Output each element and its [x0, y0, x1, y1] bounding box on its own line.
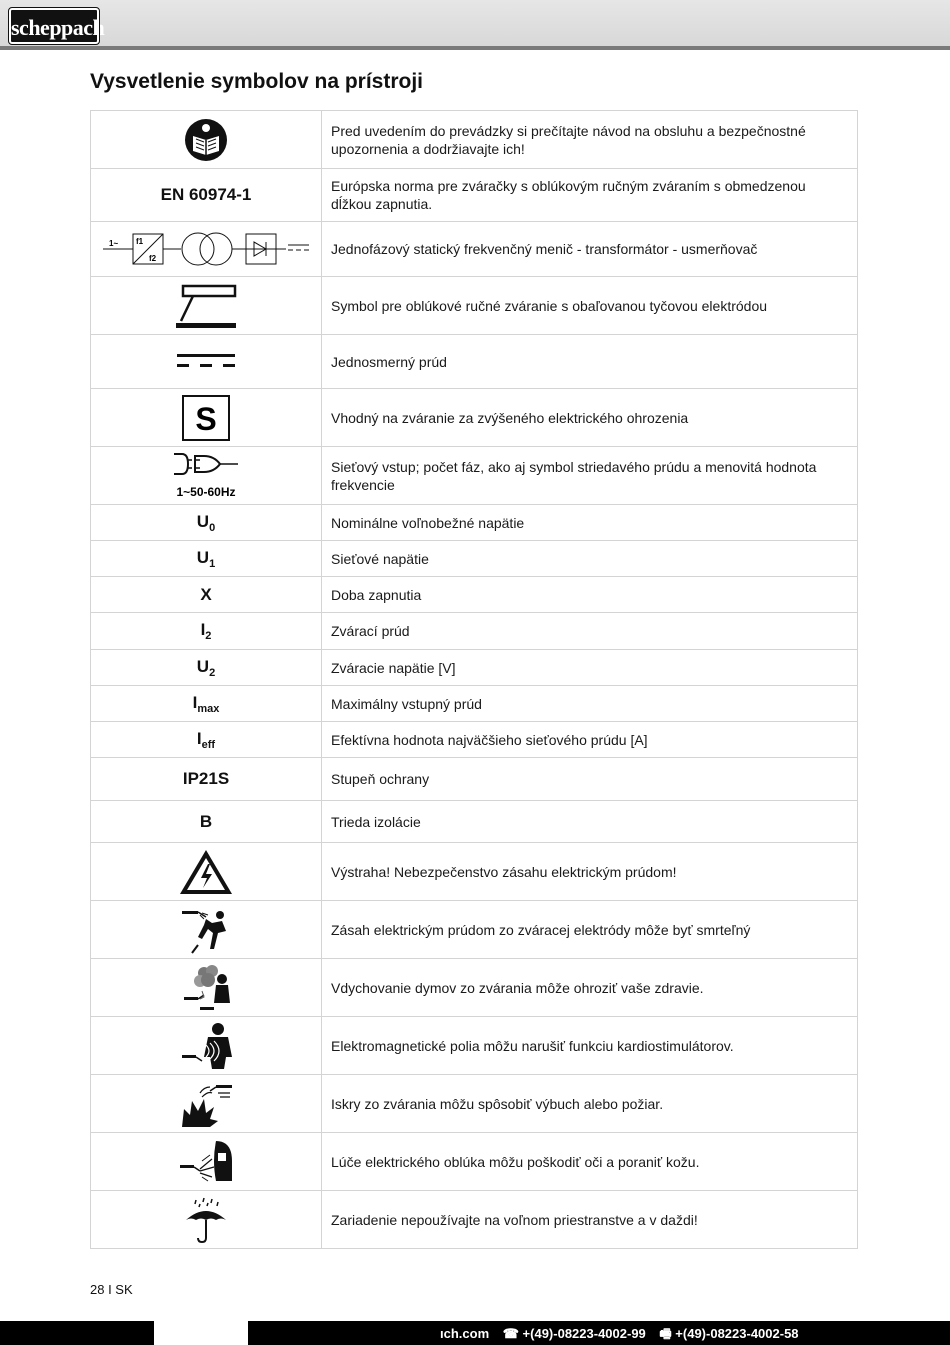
table-row	[91, 335, 858, 389]
table-row	[91, 901, 858, 959]
page-title: Vysvetlenie symbolov na prístroji	[90, 70, 424, 93]
table-row	[91, 801, 858, 843]
table-row	[91, 111, 858, 169]
symbol-label: $U_0$	[196, 511, 216, 534]
phase-label: 1~	[109, 239, 119, 248]
symbol-label: IP21S	[182, 769, 230, 788]
table-row	[91, 222, 858, 277]
description-cell: Iskry zo zvárania môžu spôsobiť výbuch alebo požiar.	[322, 1075, 858, 1133]
no-rain-umbrella-icon	[184, 1196, 228, 1244]
table-row	[91, 1017, 858, 1075]
svg-text:S: S	[195, 400, 217, 437]
table-row	[91, 577, 858, 613]
footer-web[interactable]: ıch.com	[440, 1326, 490, 1341]
mma-welding-icon	[174, 282, 238, 330]
standard-label: EN 60974-1	[160, 185, 252, 204]
description-cell: Vhodný na zváranie za zvýšeného elektrického ohrozenia	[322, 389, 858, 447]
footer-fax: 🖷 +(49)-08223-4002-58	[659, 1326, 799, 1341]
description-cell: Maximálny vstupný prúd	[322, 686, 858, 722]
brand-logo: scheppach	[9, 8, 99, 44]
description-cell: Vdychovanie dymov zo zvárania môže ohroziť vaše zdravie.	[322, 959, 858, 1017]
symbol-cell	[91, 843, 322, 901]
table-row	[91, 959, 858, 1017]
table-row	[91, 1133, 858, 1191]
description-cell: Stupeň ochrany	[322, 758, 858, 801]
symbol-cell	[91, 650, 322, 686]
description-cell: Zváracie napätie [V]	[322, 650, 858, 686]
symbol-cell	[91, 901, 322, 959]
symbol-cell	[91, 389, 322, 447]
table-row	[91, 447, 858, 505]
electrode-shock-icon	[178, 905, 234, 955]
arc-rays-icon	[176, 1137, 236, 1187]
symbol-cell	[91, 722, 322, 758]
symbol-cell	[91, 222, 322, 277]
footer-bar	[0, 1321, 950, 1345]
symbol-label: $I_{eff}$	[196, 728, 216, 751]
table-row	[91, 613, 858, 650]
symbol-label: $U_2$	[196, 656, 216, 679]
symbol-label: B	[199, 811, 213, 831]
description-cell: Efektívna hodnota najväčšieho sieťového prúdu [A]	[322, 722, 858, 758]
symbol-cell	[91, 577, 322, 613]
description-cell: Elektromagnetické polia môžu narušiť funkciu kardiostimulátorov.	[322, 1017, 858, 1075]
electromagnetic-field-icon	[178, 1021, 234, 1071]
table-row	[91, 169, 858, 222]
symbol-cell	[91, 1191, 322, 1249]
description-cell: Doba zapnutia	[322, 577, 858, 613]
symbol-label: X	[200, 584, 212, 604]
description-cell: Trieda izolácie	[322, 801, 858, 843]
table-row	[91, 541, 858, 577]
symbol-label: $I_{max}$	[192, 692, 220, 715]
svg-text:1~50-60Hz: 1~50-60Hz	[176, 484, 236, 499]
f1-label: f1	[136, 237, 144, 246]
table-row	[91, 722, 858, 758]
description-cell: Jednofázový statický frekvenčný menič - transformátor - usmerňovač	[322, 222, 858, 277]
table-row	[91, 505, 858, 541]
symbol-label: $I_2$	[200, 620, 212, 642]
description-cell: Jednosmerný prúd	[322, 335, 858, 389]
f2-label: f2	[149, 254, 157, 263]
description-cell: Symbol pre oblúkové ručné zváranie s obaľovanou tyčovou elektródou	[322, 277, 858, 335]
welding-fumes-icon	[178, 963, 234, 1013]
symbol-cell	[91, 959, 322, 1017]
description-cell: Výstraha! Nebezpečenstvo zásahu elektrickým prúdom!	[322, 843, 858, 901]
table-row	[91, 389, 858, 447]
description-cell: Európska norma pre zváračky s oblúkovým ručným zváraním s obmedzenou dĺžkou zapnutia.	[322, 169, 858, 222]
symbol-cell	[91, 335, 322, 389]
symbol-cell	[91, 1075, 322, 1133]
table-row	[91, 1075, 858, 1133]
header-bar	[0, 0, 950, 50]
symbol-cell	[91, 505, 322, 541]
symbol-cell	[91, 613, 322, 650]
symbol-cell	[91, 1017, 322, 1075]
page-number: 28 I SK	[90, 1282, 133, 1297]
mains-plug-icon	[168, 450, 244, 502]
symbol-cell	[91, 111, 322, 169]
description-cell: Zásah elektrickým prúdom zo zváracej elektródy môže byť smrteľný	[322, 901, 858, 959]
description-cell: Nominálne voľnobežné napätie	[322, 505, 858, 541]
table-row	[91, 277, 858, 335]
symbol-cell	[91, 169, 322, 222]
symbol-cell	[91, 541, 322, 577]
footer-contact	[440, 1325, 809, 1345]
footer-gap	[154, 1321, 248, 1345]
symbol-cell	[91, 758, 322, 801]
description-cell: Lúče elektrického oblúka môžu poškodiť oči a poraniť kožu.	[322, 1133, 858, 1191]
description-cell: Zvárací prúd	[322, 613, 858, 650]
symbol-cell	[91, 1133, 322, 1191]
direct-current-icon	[177, 352, 235, 370]
description-cell: Sieťový vstup; počet fáz, ako aj symbol striedavého prúdu a menovitá hodnota frekvencie	[322, 447, 858, 505]
footer-phone: ☎ +(49)-08223-4002-99	[502, 1326, 646, 1341]
electric-shock-warning-icon	[178, 848, 234, 896]
sparks-explosion-icon	[178, 1079, 234, 1129]
table-row	[91, 843, 858, 901]
symbol-cell	[91, 686, 322, 722]
symbol-cell	[91, 801, 322, 843]
table-row	[91, 758, 858, 801]
description-cell: Sieťové napätie	[322, 541, 858, 577]
description-cell: Pred uvedením do prevádzky si prečítajte návod na obsluhu a bezpečnostné upozornenia a dodržiavajte ich!	[322, 111, 858, 169]
s-mark-icon	[182, 395, 230, 441]
description-cell: Zariadenie nepoužívajte na voľnom priestranstve a v daždi!	[322, 1191, 858, 1249]
symbol-cell	[91, 277, 322, 335]
inverter-transformer-rectifier-icon	[101, 231, 311, 267]
table-row	[91, 686, 858, 722]
symbol-table	[90, 110, 858, 1249]
table-row	[91, 650, 858, 686]
table-row	[91, 1191, 858, 1249]
manual-book-icon	[184, 118, 228, 162]
symbol-label: $U_1$	[196, 547, 216, 570]
symbol-cell	[91, 447, 322, 505]
